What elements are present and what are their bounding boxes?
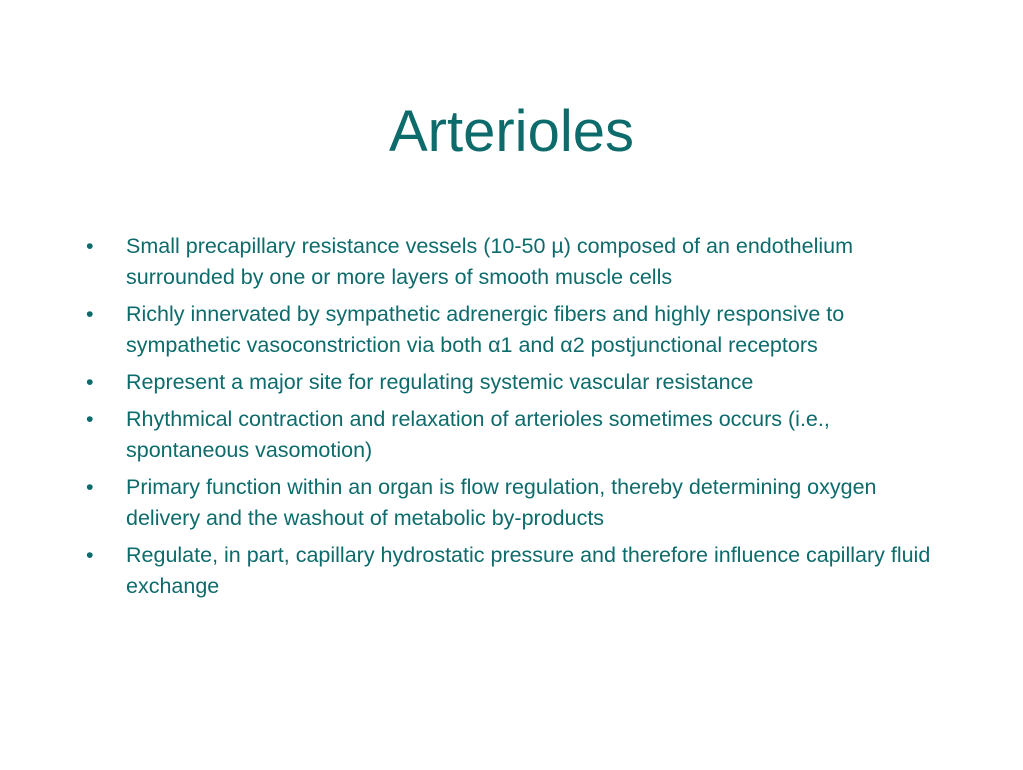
bullet-item <box>86 540 956 602</box>
bullet-marker: • <box>86 475 94 499</box>
bullet-text: Rhythmical contraction and relaxation of arterioles sometimes occurs (i.e., spontaneous vasomotion) <box>126 407 830 462</box>
bullet-marker: • <box>86 407 94 431</box>
bullet-marker: • <box>86 543 94 567</box>
bullet-text: Primary function within an organ is flow regulation, thereby determining oxygen delivery and the washout of metabolic by-products <box>126 475 877 530</box>
bullet-marker: • <box>86 234 94 258</box>
bullet-marker: • <box>86 302 94 326</box>
bullet-item <box>86 367 956 398</box>
slide-title: Arterioles <box>389 99 634 164</box>
bullet-text: Small precapillary resistance vessels (10-50 µ) composed of an endothelium surrounded by one or more layers of smooth muscle cells <box>126 234 854 289</box>
bullet-marker: • <box>86 370 94 394</box>
bullet-item <box>86 231 956 293</box>
bullet-item <box>86 472 956 534</box>
bullet-list <box>86 231 956 608</box>
bullet-text: Richly innervated by sympathetic adrenergic fibers and highly responsive to sympathetic vasoconstriction via both α1 and α2 postjunctional receptors <box>126 302 845 357</box>
bullet-item <box>86 299 956 361</box>
bullet-item <box>86 404 956 466</box>
bullet-text: Regulate, in part, capillary hydrostatic pressure and therefore influence capillary fluid exchange <box>126 543 931 598</box>
bullet-text: Represent a major site for regulating systemic vascular resistance <box>126 370 754 394</box>
